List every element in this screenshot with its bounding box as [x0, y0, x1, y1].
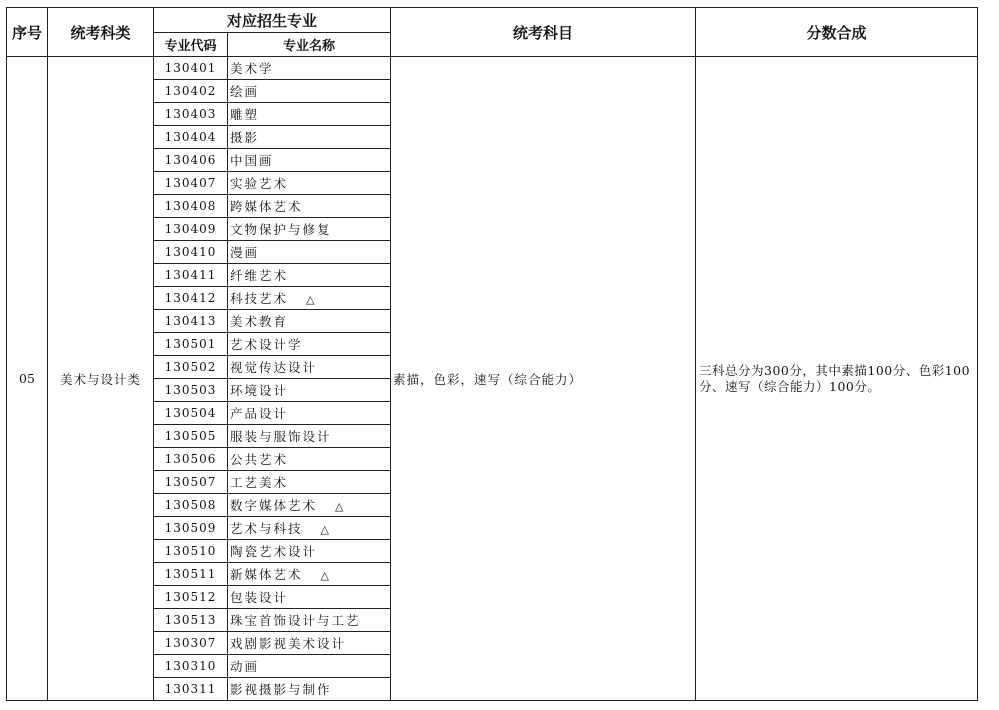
row-subjects: 素描，色彩，速写（综合能力） [391, 57, 696, 701]
major-name-text: 影视摄影与制作 [230, 682, 332, 697]
major-name-text: 数字媒体艺术 [230, 498, 318, 513]
major-name [228, 126, 391, 149]
major-code: 130412 [154, 287, 228, 310]
major-name [228, 57, 391, 80]
major-name-text: 珠宝首饰设计与工艺 [230, 613, 361, 628]
major-name [228, 402, 391, 425]
major-name-text: 环境设计 [230, 383, 289, 398]
major-code: 130508 [154, 494, 228, 517]
major-code: 130505 [154, 425, 228, 448]
header-row-1 [7, 8, 978, 33]
major-code: 130402 [154, 80, 228, 103]
major-name [228, 586, 391, 609]
major-name [228, 218, 391, 241]
major-code: 130502 [154, 356, 228, 379]
major-code: 130509 [154, 517, 228, 540]
major-name-text: 包装设计 [230, 590, 289, 605]
major-code: 130310 [154, 655, 228, 678]
major-name [228, 471, 391, 494]
major-code: 130409 [154, 218, 228, 241]
major-name [228, 80, 391, 103]
major-name-text: 服装与服饰设计 [230, 429, 332, 444]
major-name [228, 195, 391, 218]
triangle-mark-icon: △ [320, 569, 331, 582]
major-name-text: 艺术设计学 [230, 337, 303, 352]
admission-table [6, 7, 978, 701]
major-code: 130501 [154, 333, 228, 356]
row-score-composition: 三科总分为300分，其中素描100分、色彩100分、速写（综合能力）100分。 [696, 57, 978, 701]
major-name [228, 540, 391, 563]
major-name [228, 356, 391, 379]
header-score-composition: 分数合成 [696, 8, 978, 57]
major-name [228, 655, 391, 678]
major-name [228, 264, 391, 287]
major-name-text: 科技艺术 [230, 291, 289, 306]
major-name [228, 379, 391, 402]
major-name-text: 雕塑 [230, 107, 260, 122]
table-body [7, 57, 978, 701]
major-name-text: 艺术与科技 [230, 521, 303, 536]
major-code: 130506 [154, 448, 228, 471]
major-name-text: 中国画 [230, 153, 274, 168]
major-code: 130403 [154, 103, 228, 126]
major-code: 130413 [154, 310, 228, 333]
major-name-text: 工艺美术 [230, 475, 289, 490]
major-name-text: 绘画 [230, 84, 260, 99]
major-name-text: 摄影 [230, 130, 260, 145]
major-code: 130512 [154, 586, 228, 609]
major-name-text: 实验艺术 [230, 176, 289, 191]
header-major-name: 专业名称 [228, 33, 391, 57]
triangle-mark-icon: △ [320, 523, 331, 536]
major-code: 130311 [154, 678, 228, 701]
header-seq: 序号 [7, 8, 48, 57]
major-code: 130507 [154, 471, 228, 494]
major-name-text: 公共艺术 [230, 452, 289, 467]
major-name [228, 678, 391, 701]
major-code: 130503 [154, 379, 228, 402]
major-name-text: 陶瓷艺术设计 [230, 544, 318, 559]
major-name [228, 287, 391, 310]
major-code: 130401 [154, 57, 228, 80]
triangle-mark-icon: △ [335, 500, 346, 513]
major-name [228, 517, 391, 540]
triangle-mark-icon: △ [306, 293, 317, 306]
major-name [228, 310, 391, 333]
major-code: 130407 [154, 172, 228, 195]
major-code: 130411 [154, 264, 228, 287]
major-name [228, 632, 391, 655]
major-name-text: 戏剧影视美术设计 [230, 636, 347, 651]
major-code: 130406 [154, 149, 228, 172]
major-name [228, 172, 391, 195]
major-name-text: 文物保护与修复 [230, 222, 332, 237]
major-name [228, 149, 391, 172]
major-code: 130307 [154, 632, 228, 655]
major-name-text: 漫画 [230, 245, 260, 260]
major-name [228, 448, 391, 471]
major-code: 130511 [154, 563, 228, 586]
major-name [228, 425, 391, 448]
major-name-text: 跨媒体艺术 [230, 199, 303, 214]
major-name [228, 609, 391, 632]
major-code: 130510 [154, 540, 228, 563]
major-name-text: 纤维艺术 [230, 268, 289, 283]
major-code: 130404 [154, 126, 228, 149]
header-majors-group: 对应招生专业 [154, 8, 391, 33]
major-name-text: 动画 [230, 659, 260, 674]
row-category: 美术与设计类 [48, 57, 154, 701]
major-name-text: 美术教育 [230, 314, 289, 329]
major-name [228, 563, 391, 586]
major-name [228, 333, 391, 356]
major-code: 130410 [154, 241, 228, 264]
row-seq: 05 [7, 57, 48, 701]
major-name-text: 美术学 [230, 61, 274, 76]
major-name-text: 产品设计 [230, 406, 289, 421]
major-code: 130513 [154, 609, 228, 632]
header-category: 统考科类 [48, 8, 154, 57]
header-major-code: 专业代码 [154, 33, 228, 57]
major-code: 130504 [154, 402, 228, 425]
major-name [228, 494, 391, 517]
table-row [7, 57, 978, 80]
major-name-text: 新媒体艺术 [230, 567, 303, 582]
major-name [228, 103, 391, 126]
major-name [228, 241, 391, 264]
header-subjects: 统考科目 [391, 8, 696, 57]
major-name-text: 视觉传达设计 [230, 360, 318, 375]
major-code: 130408 [154, 195, 228, 218]
